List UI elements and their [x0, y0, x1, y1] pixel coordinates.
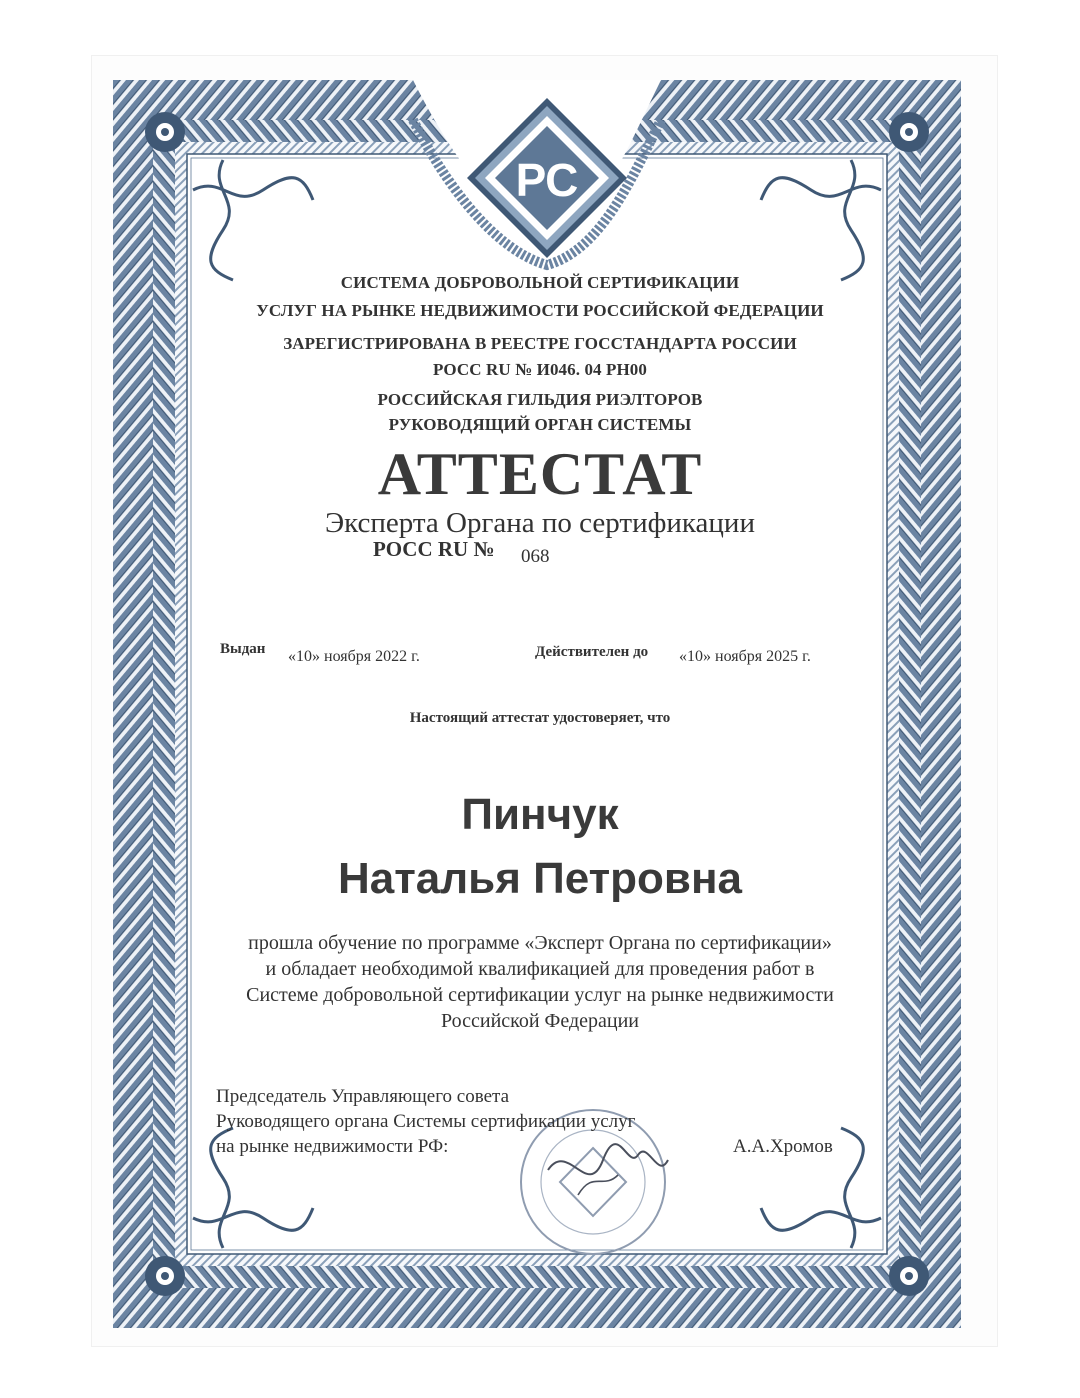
logo-letters: РС: [515, 154, 579, 206]
issued-date: «10» ноября 2022 г.: [288, 648, 420, 665]
valid-until-date: «10» ноября 2025 г.: [679, 648, 811, 665]
holder-surname: Пинчук: [461, 790, 619, 839]
registration-number: 068: [521, 546, 550, 567]
description-line-1: прошла обучение по программе «Эксперт Органа по сертификации»: [248, 932, 832, 954]
description-line-4: Российской Федерации: [440, 1010, 640, 1032]
certifies-text: Настоящий аттестат удостоверяет, что: [409, 710, 671, 726]
document-subtitle: Эксперта Органа по сертификации: [325, 507, 755, 539]
signatory-line-3: на рынке недвижимости РФ:: [216, 1136, 449, 1157]
document-title: АТТЕСТАТ: [377, 441, 703, 507]
header-line-4: РОСС RU № И046. 04 РН00: [432, 360, 648, 379]
signatory-line-1: Председатель Управляющего совета: [216, 1086, 510, 1107]
valid-until-label: Действителен до: [535, 644, 649, 660]
header-line-2: УСЛУГ НА РЫНКЕ НЕДВИЖИМОСТИ РОССИЙСКОЙ ФЕДЕРАЦИИ: [256, 301, 824, 320]
header-line-3: ЗАРЕГИСТРИРОВАНА В РЕЕСТРЕ ГОССТАНДАРТА РОССИИ: [283, 334, 797, 353]
system-logo: [465, 96, 629, 260]
description-line-2: и обладает необходимой квалификацией для проведения работ в: [265, 958, 815, 980]
header-line-1: СИСТЕМА ДОБРОВОЛЬНОЙ СЕРТИФИКАЦИИ: [340, 273, 740, 292]
signatory-name: А.А.Хромов: [733, 1136, 833, 1157]
holder-given-names: Наталья Петровна: [337, 854, 743, 903]
header-line-6: РУКОВОДЯЩИЙ ОРГАН СИСТЕМЫ: [388, 415, 692, 434]
description-line-3: Системе добровольной сертификации услуг на рынке недвижимости: [246, 984, 834, 1006]
header-line-5: РОССИЙСКАЯ ГИЛЬДИЯ РИЭЛТОРОВ: [377, 390, 703, 409]
issued-label: Выдан: [220, 641, 266, 657]
signatory-line-2: Руководящего органа Системы сертификации услуг: [216, 1111, 636, 1132]
registration-prefix: РОСС RU №: [373, 537, 495, 561]
